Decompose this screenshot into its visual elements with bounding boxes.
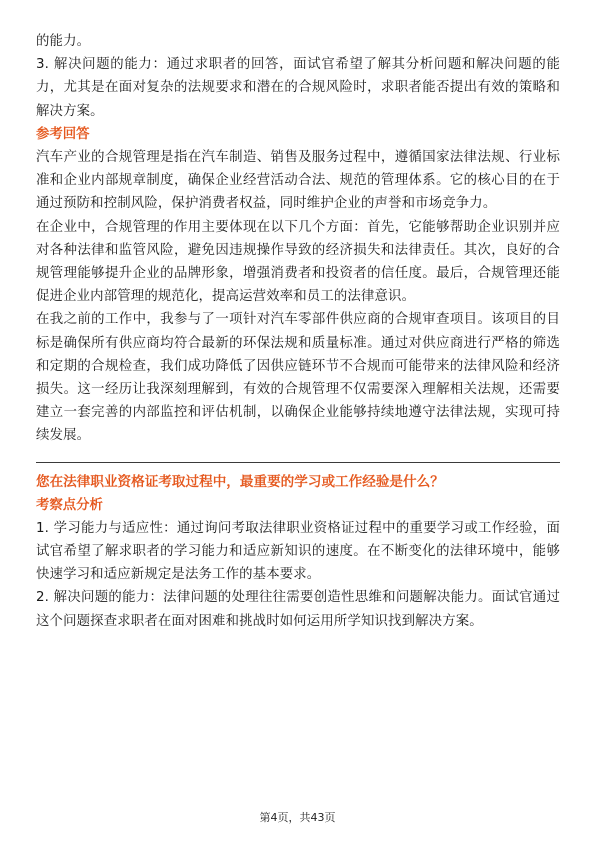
page-number: 第4页，共43页 xyxy=(259,811,336,824)
analysis-heading: 考察点分析 xyxy=(36,497,103,513)
analysis-point-2: 2. 解决问题的能力：法律问题的处理往往需要创造性思维和问题解决能力。面试官通过这个问题探查求职者在面对困难和挑战时如何运用所学知识找到解决方案。 xyxy=(36,590,560,629)
answer-paragraph-3: 在我之前的工作中，我参与了一项针对汽车零部件供应商的合规审查项目。该项目的目标是确保所有供应商均符合最新的环保法规和质量标准。通过对供应商进行严格的筛选和定期的合规检查，我们成功降低了因供应链环节不合规而可能带来的法律风险和经济损失。这一经历让我深刻理解到，有效的合规管理不仅需要深入理解相关法规，还需要建立一套完善的内部监控和评估机制，以确保企业能够持续地遵守法律法规，实现可持续发展。 xyxy=(36,312,560,444)
analysis-point-1: 1. 学习能力与适应性：通过询问考取法律职业资格证过程中的重要学习或工作经验，面试官希望了解求职者的学习能力和适应新知识的速度。在不断变化的法律环境中，能够快速学习和适应新规定是法务工作的基本要求。 xyxy=(36,520,560,583)
answer-heading: 参考回答 xyxy=(36,126,90,142)
answer-paragraph-1: 汽车产业的合规管理是指在汽车制造、销售及服务过程中，遵循国家法律法规、行业标准和企业内部规章制度，确保企业经营活动合法、规范的管理体系。它的核心目的在于通过预防和控制风险，保护消费者权益，同时维护企业的声誉和市场竞争力。 xyxy=(36,150,560,212)
answer-paragraph-2: 在企业中，合规管理的作用主要体现在以下几个方面：首先，它能够帮助企业识别并应对各种法律和监管风险，避免因违规操作导致的经济损失和法律责任。其次，良好的合规管理能够提升企业的品牌形象，增强消费者和投资者的信任度。最后，合规管理还能促进企业内部管理的规范化，提高运营效率和员工的法律意识。 xyxy=(36,219,560,305)
analysis-point-3: 3. 解决问题的能力：通过求职者的回答，面试官希望了解其分析问题和解决问题的能力，尤其是在面对复杂的法规要求和潜在的合规风险时，求职者能否提出有效的策略和解决方案。 xyxy=(36,57,560,119)
document-page xyxy=(36,30,560,633)
question-title: 您在法律职业资格证考取过程中，最重要的学习或工作经验是什么？ xyxy=(36,462,560,494)
continuation-text: 的能力。 xyxy=(36,34,91,49)
